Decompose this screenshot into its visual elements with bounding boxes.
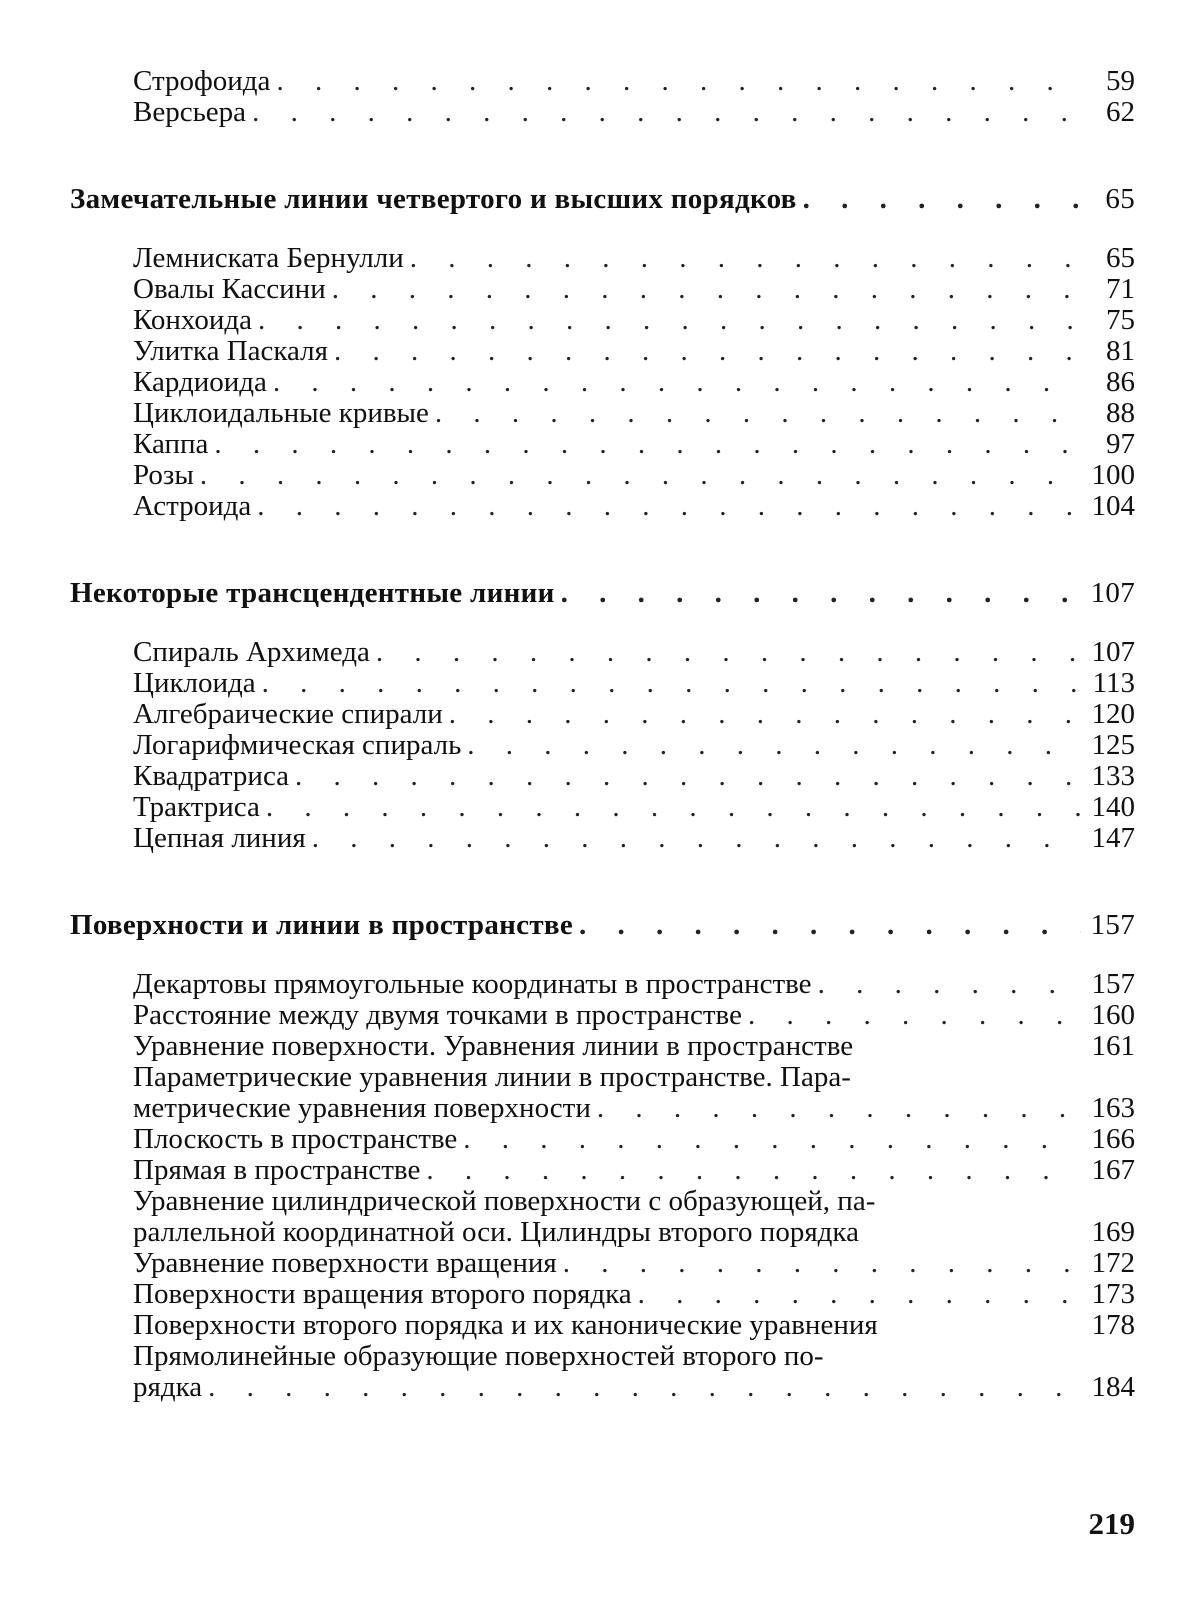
- entry-page: 133: [1081, 761, 1135, 792]
- leader-dots: [334, 336, 1081, 367]
- heading-page: 65: [1081, 184, 1135, 215]
- entry-title: рядка: [133, 1372, 208, 1403]
- toc-entry: [133, 66, 1135, 97]
- toc-entry: [133, 1155, 1135, 1186]
- entry-page: 62: [1081, 97, 1135, 128]
- toc-entry: [133, 1186, 1135, 1248]
- leader-dots: [266, 792, 1081, 823]
- toc-entry: [133, 1000, 1135, 1031]
- entry-page: 100: [1081, 460, 1135, 491]
- leader-dots: [273, 367, 1081, 398]
- leader-dots: [257, 491, 1081, 522]
- leader-dots: [258, 305, 1081, 336]
- entry-title: Цепная линия: [133, 823, 312, 854]
- leader-dots: [214, 429, 1081, 460]
- entry-page: 167: [1081, 1155, 1135, 1186]
- leader-dots: [563, 1248, 1081, 1279]
- entry-page: 107: [1081, 637, 1135, 668]
- entry-title: Плоскость в пространстве: [133, 1124, 463, 1155]
- leader-dots: [312, 823, 1081, 854]
- leader-dots: [276, 66, 1081, 97]
- toc-entry: [133, 336, 1135, 367]
- entry-title: Лемниската Бернулли: [133, 243, 410, 274]
- leader-dots: [295, 761, 1081, 792]
- entry-title: Алгебраические спирали: [133, 699, 449, 730]
- section-heading: [70, 184, 1135, 215]
- entry-title: Поверхности вращения второго порядка: [133, 1279, 638, 1310]
- leader-dots: [208, 1372, 1081, 1403]
- entry-page: 169: [1081, 1217, 1135, 1248]
- section-heading: [70, 910, 1135, 941]
- toc-entry: [133, 367, 1135, 398]
- entry-page: 147: [1081, 823, 1135, 854]
- toc-entry: [133, 1341, 1135, 1403]
- leader-dots: [561, 578, 1081, 609]
- entry-title: Трактриса: [133, 792, 266, 823]
- leader-dots: [597, 1093, 1081, 1124]
- entry-title: Поверхности второго порядка и их канонические уравнения: [133, 1310, 884, 1341]
- toc-entry: [133, 491, 1135, 522]
- entry-title: Уравнение поверхности вращения: [133, 1248, 563, 1279]
- page-number: 219: [1089, 1506, 1136, 1542]
- heading-page: 107: [1081, 578, 1135, 609]
- toc-entry: [133, 969, 1135, 1000]
- entry-page: 65: [1081, 243, 1135, 274]
- entry-title: Строфоида: [133, 66, 276, 97]
- entry-page: 88: [1081, 398, 1135, 429]
- toc-entry: [133, 668, 1135, 699]
- section-heading: [70, 578, 1135, 609]
- entry-title: Логарифмическая спираль: [133, 730, 467, 761]
- entry-title: Кардиоида: [133, 367, 273, 398]
- leader-dots: [803, 184, 1081, 215]
- leader-dots: [426, 1155, 1081, 1186]
- entry-page: 71: [1081, 274, 1135, 305]
- leader-dots: [579, 910, 1081, 941]
- heading-title: Некоторые трансцендентные линии: [70, 578, 561, 609]
- entry-title: Улитка Паскаля: [133, 336, 334, 367]
- entry-title: Квадратриса: [133, 761, 295, 792]
- toc-entry: [133, 460, 1135, 491]
- toc-entry: [133, 429, 1135, 460]
- entry-page: 157: [1081, 969, 1135, 1000]
- entry-title: метрические уравнения поверхности: [133, 1093, 597, 1124]
- entry-title: Розы: [133, 460, 200, 491]
- leader-dots: [467, 730, 1081, 761]
- entry-title: Декартовы прямоугольные координаты в пространстве: [133, 969, 818, 1000]
- leader-dots: [200, 460, 1081, 491]
- entry-title: Циклоидальные кривые: [133, 398, 435, 429]
- entry-title: Конхоида: [133, 305, 258, 336]
- entry-page: 113: [1081, 668, 1135, 699]
- table-of-contents: [70, 66, 1135, 1403]
- entry-title: Расстояние между двумя точками в пространстве: [133, 1000, 748, 1031]
- entry-page: 163: [1081, 1093, 1135, 1124]
- leader-dots: [449, 699, 1081, 730]
- leader-dots: [435, 398, 1081, 429]
- entry-title: Уравнение поверхности. Уравнения линии в пространстве: [133, 1031, 859, 1062]
- toc-entry: [133, 274, 1135, 305]
- entry-title: Циклоида: [133, 668, 262, 699]
- leader-dots: [748, 1000, 1081, 1031]
- entry-page: 75: [1081, 305, 1135, 336]
- entry-page: 86: [1081, 367, 1135, 398]
- toc-entry: [133, 97, 1135, 128]
- toc-entry: [133, 792, 1135, 823]
- toc-entry: [133, 1031, 1135, 1062]
- entry-page: 173: [1081, 1279, 1135, 1310]
- entry-page: 184: [1081, 1372, 1135, 1403]
- toc-entry: [133, 1279, 1135, 1310]
- entry-title: Спираль Архимеда: [133, 637, 376, 668]
- entry-page: 120: [1081, 699, 1135, 730]
- toc-entry: [133, 1248, 1135, 1279]
- toc-entry: [133, 398, 1135, 429]
- entry-page: 140: [1081, 792, 1135, 823]
- leader-dots: [262, 668, 1081, 699]
- entry-title: Прямая в пространстве: [133, 1155, 426, 1186]
- entry-page: 160: [1081, 1000, 1135, 1031]
- entry-page: 81: [1081, 336, 1135, 367]
- entry-page: 166: [1081, 1124, 1135, 1155]
- entry-page: 178: [1081, 1310, 1135, 1341]
- toc-entry: [133, 730, 1135, 761]
- entry-title-line1: Прямолинейные образующие поверхностей второго по-: [133, 1341, 1135, 1372]
- leader-dots: [818, 969, 1081, 1000]
- entry-title: Каппа: [133, 429, 214, 460]
- entry-title: Астроида: [133, 491, 257, 522]
- leader-dots: [332, 274, 1081, 305]
- leader-dots: [376, 637, 1081, 668]
- toc-entry: [133, 699, 1135, 730]
- toc-entry: [133, 1062, 1135, 1124]
- heading-title: Поверхности и линии в пространстве: [70, 910, 579, 941]
- toc-entry: [133, 243, 1135, 274]
- entry-page: 172: [1081, 1248, 1135, 1279]
- toc-entry: [133, 761, 1135, 792]
- leader-dots: [410, 243, 1081, 274]
- entry-title: Овалы Кассини: [133, 274, 332, 305]
- leader-dots: [252, 97, 1081, 128]
- entry-title: раллельной координатной оси. Цилиндры второго порядка: [133, 1217, 865, 1248]
- entry-page: 97: [1081, 429, 1135, 460]
- leader-dots: [638, 1279, 1081, 1310]
- leader-dots: [463, 1124, 1081, 1155]
- toc-entry: [133, 823, 1135, 854]
- entry-page: 59: [1081, 66, 1135, 97]
- heading-title: Замечательные линии четвертого и высших порядков: [70, 184, 803, 215]
- entry-title: Версьера: [133, 97, 252, 128]
- entry-page: 161: [1081, 1031, 1135, 1062]
- toc-entry: [133, 637, 1135, 668]
- toc-entry: [133, 305, 1135, 336]
- toc-entry: [133, 1124, 1135, 1155]
- toc-entry: [133, 1310, 1135, 1341]
- entry-title-line1: Параметрические уравнения линии в пространстве. Пара-: [133, 1062, 1135, 1093]
- entry-title-line1: Уравнение цилиндрической поверхности с образующей, па-: [133, 1186, 1135, 1217]
- entry-page: 125: [1081, 730, 1135, 761]
- entry-page: 104: [1081, 491, 1135, 522]
- heading-page: 157: [1081, 910, 1135, 941]
